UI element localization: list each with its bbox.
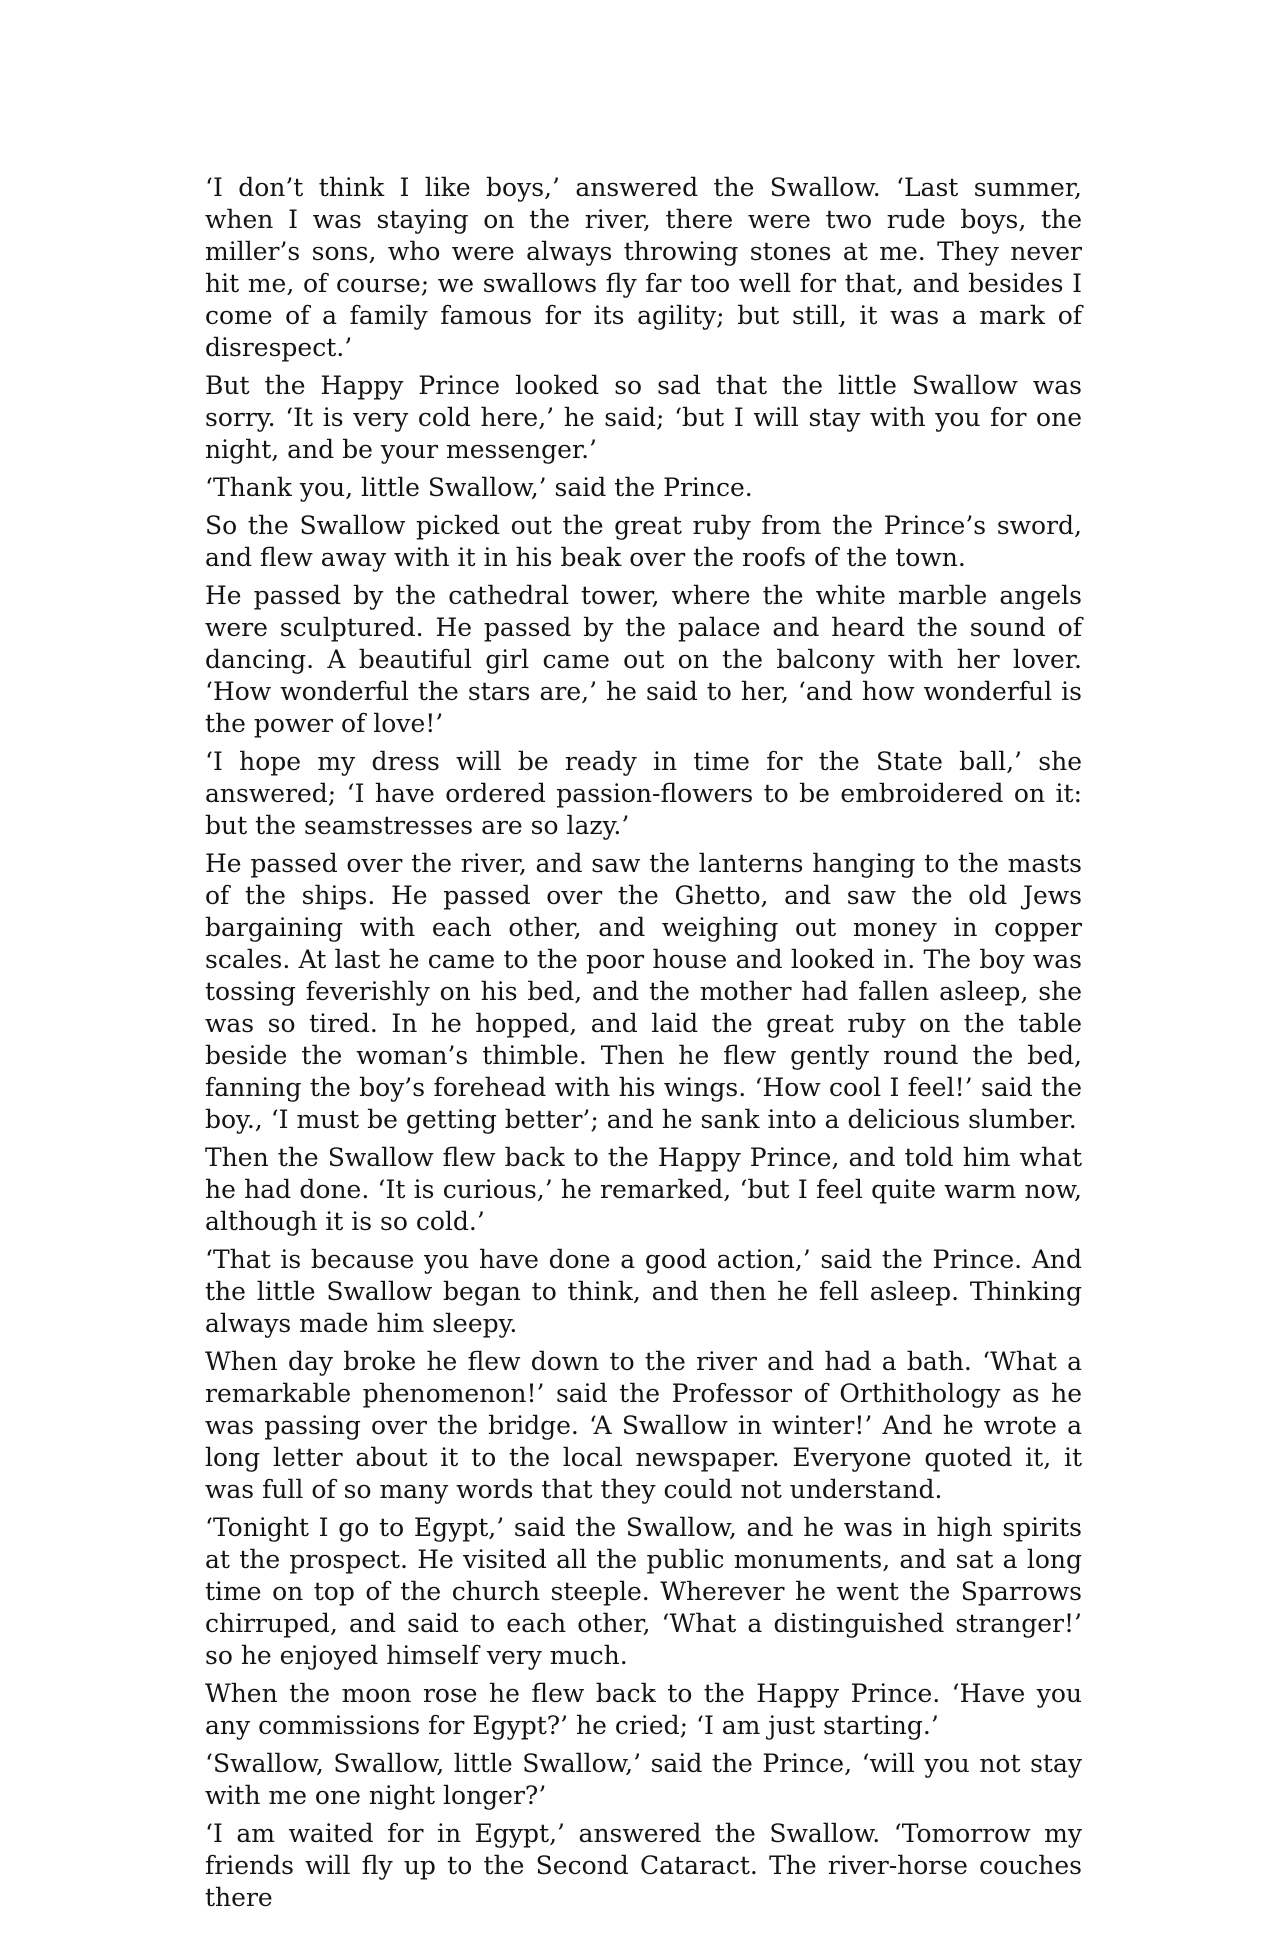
- paragraph-5: He passed by the cathedral tower, where the white marble angels were sculptured. He passed by the palace and heard the sound of dancing. A beautiful girl came out on the balcony with her lover. ‘How wonderful the stars are,’ he said to her, ‘and how wonderful is the power of love!’: [205, 581, 1082, 738]
- paragraph-6: ‘I hope my dress will be ready in time for the State ball,’ she answered; ‘I have ordered passion-flowers to be embroidered on it: but the seamstresses are so lazy.’: [205, 747, 1082, 840]
- paragraph-12: When the moon rose he flew back to the Happy Prince. ‘Have you any commissions for Egypt?’ he cried; ‘I am just starting.’: [205, 1679, 1082, 1740]
- paragraph-7: He passed over the river, and saw the lanterns hanging to the masts of the ships. He passed over the Ghetto, and saw the old Jews bargaining with each other, and weighing out money in copper scales. At last he came to the poor house and looked in. The boy was tossing feverishly on his bed, and the mother had fallen asleep, she was so tired. In he hopped, and laid the great ruby on the table beside the woman’s thimble. Then he flew gently round the bed, fanning the boy’s forehead with his wings. ‘How cool I feel!’ said the boy., ‘I must be getting better’; and he sank into a delicious slumber.: [205, 849, 1082, 1134]
- paragraph-11: ‘Tonight I go to Egypt,’ said the Swallow, and he was in high spirits at the prospect. He visited all the public monuments, and sat a long time on top of the church steeple. Wherever he went the Sparrows chirruped, and said to each other, ‘What a distinguished stranger!’ so he enjoyed himself very much.: [205, 1513, 1082, 1670]
- paragraph-14: ‘I am waited for in Egypt,’ answered the Swallow. ‘Tomorrow my friends will fly up to the Second Cataract. The river-horse couches there: [205, 1819, 1082, 1912]
- paragraph-4: So the Swallow picked out the great ruby from the Prince’s sword, and flew away with it in his beak over the roofs of the town.: [205, 511, 1082, 572]
- paragraph-9: ‘That is because you have done a good action,’ said the Prince. And the little Swallow began to think, and then he fell asleep. Thinking always made him sleepy.: [205, 1245, 1082, 1338]
- paragraph-2: But the Happy Prince looked so sad that the little Swallow was sorry. ‘It is very cold here,’ he said; ‘but I will stay with you for one night, and be your messenger.’: [205, 371, 1082, 464]
- paragraph-10: When day broke he flew down to the river and had a bath. ‘What a remarkable phenomenon!’ said the Professor of Orthithology as he was passing over the bridge. ‘A Swallow in winter!’ And he wrote a long letter about it to the local newspaper. Everyone quoted it, it was full of so many words that they could not understand.: [205, 1347, 1082, 1504]
- book-page: [205, 172, 1082, 1920]
- paragraph-8: Then the Swallow flew back to the Happy Prince, and told him what he had done. ‘It is curious,’ he remarked, ‘but I feel quite warm now, although it is so cold.’: [205, 1143, 1082, 1236]
- paragraph-1: ‘I don’t think I like boys,’ answered the Swallow. ‘Last summer, when I was staying on the river, there were two rude boys, the miller’s sons, who were always throwing stones at me. They never hit me, of course; we swallows fly far too well for that, and besides I come of a family famous for its agility; but still, it was a mark of disrespect.’: [205, 173, 1082, 362]
- paragraph-3: ‘Thank you, little Swallow,’ said the Prince.: [205, 473, 753, 502]
- paragraph-13: ‘Swallow, Swallow, little Swallow,’ said the Prince, ‘will you not stay with me one night longer?’: [205, 1749, 1082, 1810]
